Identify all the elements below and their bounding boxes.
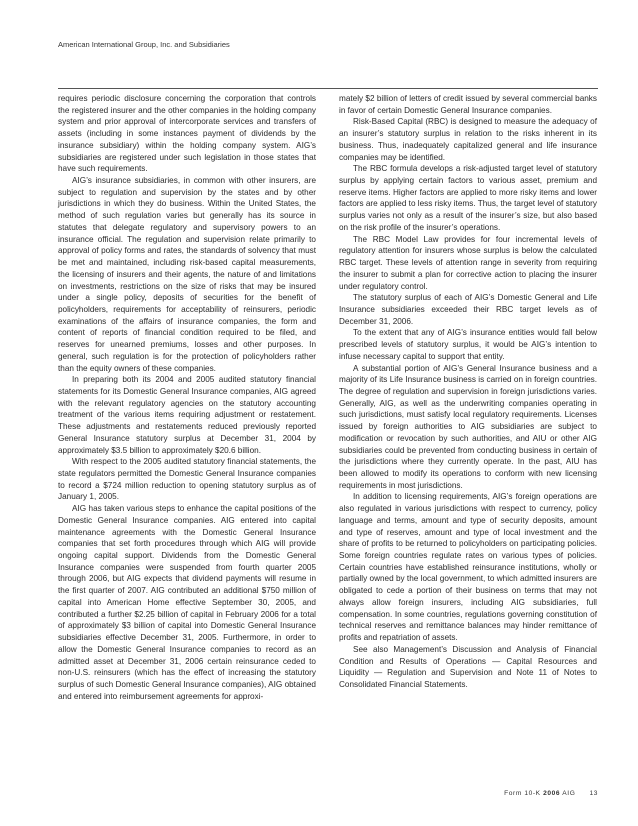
paragraph: In addition to licensing requirements, AIG’s foreign operations are also regulated in various jurisdictions with respect to currency, policy language and terms, amount and type of security deposits, amount and type of reserves, amount and type of local investment and the share of profits to be returned to policyholders on participating policies. Some foreign countries regulate rates on various types of policies. Certain countries have established reinsurance institutions, wholly or partially owned by the local government, to which admitted insurers are obligated to cede a portion of their business on terms that may not always allow foreign insurers, including AIG subsidiaries, full compensation. In some countries, regulations governing constitution of technical reserves and remittance balances may hinder remittance of profits and repatriation of assets.: [339, 492, 597, 643]
page-number: 13: [589, 790, 598, 797]
paragraph: To the extent that any of AIG’s insurance entities would fall below prescribed levels of statutory surplus, it would be AIG’s intention to infuse necessary capital to support that entity.: [339, 328, 597, 361]
footer-year: 2006: [543, 790, 561, 797]
paragraph: mately $2 billion of letters of credit issued by several commercial banks in favor of certain Domestic General Insurance companies.: [339, 94, 597, 115]
paragraph: requires periodic disclosure concerning the corporation that controls the registered insurer and the other companies in the holding company system and prior approval of intercorporate services and transfers of assets (including in some instances payment of dividends by the insurance subsidiary) within the holding company system. AIG’s subsidiaries are registered under such legislation in those states that have such requirements.: [58, 94, 316, 174]
paragraph: In preparing both its 2004 and 2005 audited statutory financial statements for its Domestic General Insurance companies, AIG agreed with the relevant regulatory agencies on the statutory accounting treatment of the various items requiring adjustment or restatement. These adjustments and restatements reduced previously reported General Insurance statutory surplus at December 31, 2004 by approximately $3.5 billion to approximately $20.6 billion.: [58, 375, 316, 455]
running-header: American International Group, Inc. and Subsidiaries: [58, 40, 230, 49]
paragraph: AIG has taken various steps to enhance the capital positions of the Domestic General Insurance companies. AIG entered into capital maintenance agreements with the Domestic General Insurance companies that set forth procedures through which AIG will provide ongoing capital support. Dividends from the Domestic General Insurance companies were suspended from fourth quarter 2005 through 2006, but AIG expects that dividend payments will resume in the first quarter of 2007. AIG contributed an additional $750 million of capital into American Home effective September 30, 2005, and contributed a further $2.25 billion of capital in February 2006 for a total of approximately $3 billion of capital into Domestic General Insurance subsidiaries effective December 31, 2005. Furthermore, in order to allow the Domestic General Insurance companies to record as an admitted asset at December 31, 2006 certain reinsurance ceded to non-U.S. reinsurers (which has the effect of increasing the statutory surplus of such Domestic General Insurance companies), AIG obtained and entered into reimbursement agreements for approxi-: [58, 504, 316, 701]
paragraph: The statutory surplus of each of AIG’s Domestic General and Life Insurance subsidiaries exceeded their RBC target levels as of December 31, 2006.: [339, 293, 597, 326]
paragraph: With respect to the 2005 audited statutory financial statements, the state regulators permitted the Domestic General Insurance companies to record a $724 million reduction to opening statutory surplus as of January 1, 2005.: [58, 457, 316, 502]
paragraph: A substantial portion of AIG’s General Insurance business and a majority of its Life Insurance business is carried on in foreign countries. The degree of regulation and supervision in foreign jurisdictions varies. Generally, AIG, as well as the underwriting companies operating in such jurisdictions, must satisfy local regulatory requirements. Licenses issued by foreign authorities to AIG subsidiaries are subject to modification or revocation by such authorities, and AIU or other AIG subsidiaries could be prevented from conducting business in certain of the jurisdictions where they currently operate. In the past, AIU has been allowed to modify its operations to conform with new licensing requirements in most jurisdictions.: [339, 363, 597, 490]
paragraph: The RBC Model Law provides for four incremental levels of regulatory attention for insurers whose surplus is below the calculated RBC target. These levels of attention range in severity from requiring the insurer to submit a plan for corrective action to placing the insurer under regulatory control.: [339, 234, 597, 291]
page-footer: [504, 790, 598, 797]
left-column: [58, 93, 316, 702]
footer-form: Form 10-K: [504, 790, 541, 797]
paragraph: The RBC formula develops a risk-adjusted target level of statutory surplus by applying certain factors to various asset, premium and reserve items. Higher factors are applied to more risky items and lower factors are applied to less risky items. Thus, the target level of statutory surplus varies not only as a result of the insurer’s size, but also based on the risk profile of the insurer’s operations.: [339, 164, 597, 232]
paragraph: Risk-Based Capital (RBC) is designed to measure the adequacy of an insurer’s statutory surplus in relation to the risks inherent in its business. Thus, inadequately capitalized general and life insurance companies may be identified.: [339, 117, 597, 162]
right-column: [339, 93, 597, 691]
header-rule: [58, 88, 598, 89]
footer-company: AIG: [562, 790, 576, 797]
paragraph: See also Management’s Discussion and Analysis of Financial Condition and Results of Operations — Capital Resources and Liquidity — Regulation and Supervision and Note 11 of Notes to Consolidated Financial Statements.: [339, 644, 597, 689]
paragraph: AIG’s insurance subsidiaries, in common with other insurers, are subject to regulation and supervision by the states and by other jurisdictions in which they do business. Within the United States, the method of such regulation varies but generally has its source in statutes that delegate regulatory and supervisory powers to an insurance official. The regulation and supervision relate primarily to approval of policy forms and rates, the standards of solvency that must be met and maintained, including risk-based capital measurements, the licensing of insurers and their agents, the nature of and limitations on investments, restrictions on the size of risks that may be insured under a single policy, deposits of securities for the benefit of policyholders, requirements for acceptability of reinsurers, periodic examinations of the affairs of insurance companies, the form and content of reports of financial condition required to be filed, and reserves for unearned premiums, losses and other purposes. In general, such regulation is for the protection of policyholders rather than the equity owners of these companies.: [58, 176, 316, 373]
